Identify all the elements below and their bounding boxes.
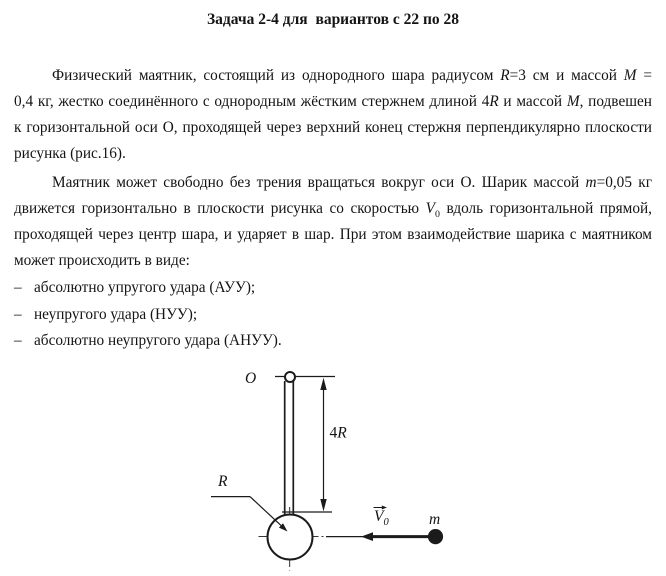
text-segment: = bbox=[636, 67, 652, 84]
math-variable: m bbox=[585, 174, 597, 191]
velocity-label: $V_0$ bbox=[374, 508, 389, 528]
pivot-ring bbox=[285, 372, 295, 382]
text-line bbox=[14, 196, 652, 222]
dimension-arrow-up-icon bbox=[320, 378, 326, 390]
text-segment: и массой bbox=[498, 93, 567, 110]
list-item bbox=[14, 302, 652, 328]
text-segment: к горизонтальной оси О, проходящей через верхний конец стержня перпендикулярно плоскости bbox=[14, 119, 652, 136]
page-title: Задача 2-4 для вариантов с 22 по 28 bbox=[206, 11, 460, 28]
text-segment: может происходить в виде: bbox=[14, 252, 190, 269]
list-marker: – bbox=[14, 332, 22, 349]
pendulum-sphere bbox=[268, 515, 313, 560]
rod-length-label: 4R bbox=[329, 424, 347, 442]
math-variable: 0 bbox=[434, 209, 440, 221]
math-variable: M bbox=[623, 67, 637, 84]
math-variable: R bbox=[489, 93, 499, 110]
text-line bbox=[14, 222, 652, 248]
text-line bbox=[14, 89, 652, 115]
text-line bbox=[14, 141, 652, 167]
pivot-label: O bbox=[245, 370, 257, 387]
list-item bbox=[14, 328, 652, 354]
text-segment: Маятник может свободно без трения вращаться вокруг оси О. Шарик массой bbox=[52, 174, 586, 191]
text-line bbox=[14, 63, 652, 89]
text-segment: рисунка (рис.16). bbox=[14, 145, 126, 162]
problem-text bbox=[14, 63, 652, 354]
paragraph-1 bbox=[14, 63, 652, 167]
text-segment: =3 см и массой bbox=[509, 67, 624, 84]
radius-leader-diagonal bbox=[250, 497, 284, 528]
projectile-ball bbox=[428, 529, 443, 544]
radius-label: R bbox=[218, 473, 228, 490]
list-item bbox=[14, 275, 652, 301]
list-marker: – bbox=[14, 279, 22, 296]
text-segment: 0,4 кг, жестко соединённого с однородным жёстким стержнем длиной 4 bbox=[14, 93, 490, 110]
paragraph-2 bbox=[14, 170, 652, 274]
mass-label: m bbox=[429, 511, 441, 528]
text-segment: , подвешен bbox=[579, 93, 652, 110]
list-item-text: абсолютно упругого удара (АУУ); bbox=[34, 279, 256, 296]
text-line bbox=[14, 170, 652, 196]
impact-types-list bbox=[14, 275, 652, 354]
list-marker: – bbox=[14, 305, 22, 323]
text-segment: вдоль горизонтальной прямой, bbox=[439, 200, 652, 217]
list-item-text: неупругого удара (НУУ); bbox=[34, 305, 198, 323]
math-variable: R bbox=[500, 67, 510, 84]
math-variable: V bbox=[425, 200, 435, 217]
dimension-arrow-down-icon bbox=[320, 499, 326, 511]
text-line bbox=[14, 248, 652, 274]
paragraphs-container bbox=[14, 63, 652, 274]
text-segment: проходящей через центр шара, и ударяет в шар. При этом взаимодействие шарика с маятником bbox=[14, 226, 652, 243]
math-variable: M bbox=[566, 93, 580, 110]
text-segment: Физический маятник, состоящий из однородного шара радиусом bbox=[52, 67, 501, 84]
list-item-text: абсолютно неупругого удара (АНУУ). bbox=[34, 332, 282, 349]
text-line bbox=[14, 115, 652, 141]
text-segment: =0,05 кг bbox=[596, 174, 652, 191]
text-segment: движется горизонтально в плоскости рисунка со скоростью bbox=[14, 200, 426, 217]
pendulum-figure bbox=[0, 357, 666, 573]
velocity-arrowhead-icon bbox=[361, 532, 373, 541]
